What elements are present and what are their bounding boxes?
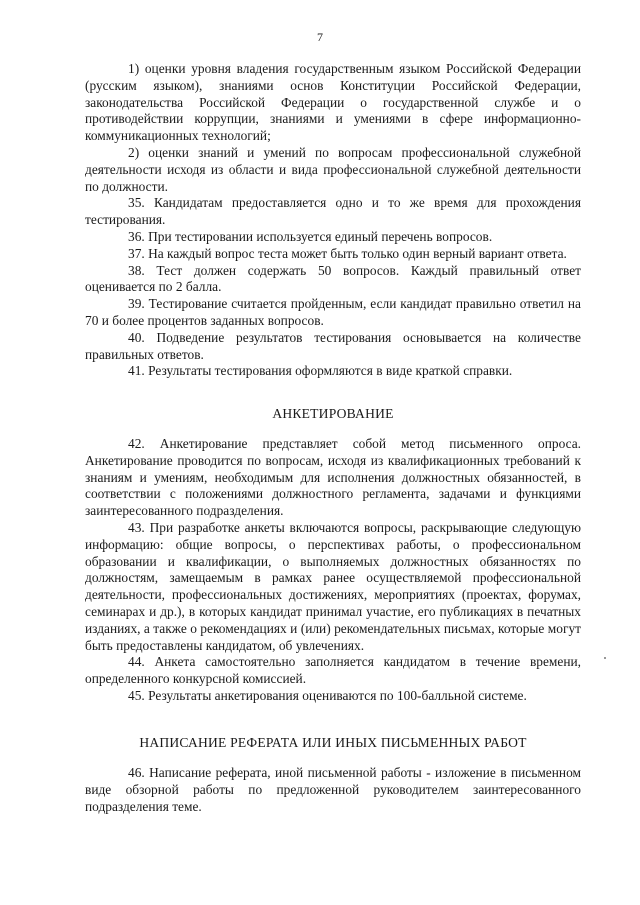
testing-section [85,61,581,380]
paragraph-42: 42. Анкетирование представляет собой метод письменного опроса. Анкетирование проводится по вопросам, исходя из квалификационных требований к знаниям и умениям, необходимым для исполнения должностных обязанностей, в соответствии с положениями должностного регламента, задачами и функциями заинтересованного подразделения. [85,435,581,519]
section-heading-questionnaire: АНКЕТИРОВАНИЕ [272,406,394,422]
paragraph-37: 37. На каждый вопрос теста может быть только один верный вариант ответа. [128,245,567,261]
page-number: 7 [317,30,323,44]
paragraph-39: 39. Тестирование считается пройденным, если кандидат правильно ответил на 70 и более процентов заданных вопросов. [85,296,581,328]
essay-section [85,765,581,815]
paragraph-45: 45. Результаты анкетирования оцениваются по 100-балльной системе. [128,687,527,703]
paragraph-36: 36. При тестировании используется единый перечень вопросов. [128,228,493,244]
paragraph-assessment-professional: 2) оценки знаний и умений по вопросам профессиональной служебной деятельности исходя из области и вида профессиональной служебной деятельности по должности. [85,144,581,194]
paragraph-35: 35. Кандидатам предоставляется одно и то же время для прохождения тестирования. [85,195,581,228]
paragraph-46: 46. Написание реферата, иной письменной работы - изложение в письменном виде обзорной работы по предложенной руководителем заинтересованного подразделения теме. [85,765,581,815]
scan-margin-mark [604,657,606,659]
paragraph-assessment-language: 1) оценки уровня владения государственным языком Российской Федерации (русским языком), знаниями основ Конституции Российской Федерации, законодательства Российской Федерации о государственной службе и о противодействии коррупции, знаниями и умениями в сфере информационно-коммуникационных технологий; [85,61,581,144]
document-body [85,61,581,816]
questionnaire-section [85,436,581,705]
paragraph-41: 41. Результаты тестирования оформляются в виде краткой справки. [128,363,513,379]
paragraph-43: 43. При разработке анкеты включаются вопросы, раскрывающие следующую информацию: общие вопросы, о перспективах работы, о профессиональном образовании и квалификации, о выполняемых должностных обязанностях по должностям, замещаемым в рамках ранее осуществляемой профессиональной деятельности, профессиональных достижениях, мероприятиях (проектах, форумах, семинарах и др.), в которых кандидат принимал участие, его публикациях в печатных изданиях, а также о рекомендациях и (или) рекомендательных письмах, которые могут быть предоставлены кандидатом, об увлечениях. [85,519,581,653]
section-heading-essay: НАПИСАНИЕ РЕФЕРАТА ИЛИ ИНЫХ ПИСЬМЕННЫХ РАБОТ [139,734,527,750]
paragraph-44: 44. Анкета самостоятельно заполняется кандидатом в течение времени, определенного конкурсной комиссией. [85,654,581,687]
paragraph-38: 38. Тест должен содержать 50 вопросов. Каждый правильный ответ оценивается по 2 балла. [85,262,581,295]
paragraph-40: 40. Подведение результатов тестирования основывается на количестве правильных ответов. [85,329,581,362]
